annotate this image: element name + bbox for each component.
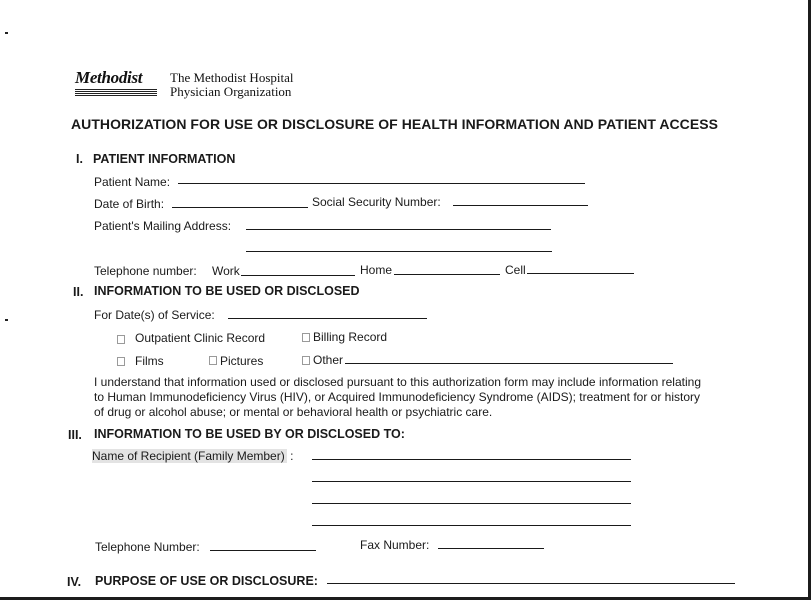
- mailing-address-label: Patient's Mailing Address:: [94, 219, 232, 233]
- logo-wordmark: Methodist: [75, 68, 143, 87]
- cell-phone-field[interactable]: [527, 273, 634, 274]
- work-phone-field[interactable]: [241, 275, 355, 276]
- disclosure-line-1: I understand that information used or disclosed pursuant to this authorization form may include information relating: [94, 375, 701, 389]
- mailing-address-field-2[interactable]: [246, 251, 552, 252]
- organization-name: [170, 71, 294, 99]
- other-field[interactable]: [345, 363, 673, 364]
- home-phone-label: Home: [360, 263, 393, 277]
- section-1-number: I.: [76, 152, 83, 166]
- dob-label: Date of Birth:: [94, 197, 165, 211]
- fax-number-field[interactable]: [438, 548, 544, 549]
- scan-speck: [5, 319, 8, 321]
- billing-record-label: Billing Record: [313, 330, 388, 344]
- cell-phone-label: Cell: [505, 263, 526, 277]
- other-checkbox[interactable]: [302, 356, 310, 365]
- pictures-label: Pictures: [220, 354, 264, 368]
- recipient-label-text: Name of Recipient (Family Member): [92, 449, 285, 463]
- patient-name-label: Patient Name:: [94, 175, 171, 189]
- service-dates-label: For Date(s) of Service:: [94, 308, 215, 322]
- recipient-telephone-label: Telephone Number:: [95, 540, 200, 554]
- outpatient-record-checkbox[interactable]: [117, 335, 125, 344]
- disclosure-line-2: to Human Immunodeficiency Virus (HIV), or Acquired Immunodeficiency Syndrome (AIDS); treatment for or history: [94, 390, 701, 404]
- org-line-2: Physician Organization: [170, 84, 292, 99]
- work-phone-label: Work: [212, 264, 240, 278]
- purpose-field[interactable]: [327, 583, 735, 584]
- service-dates-field[interactable]: [228, 318, 427, 319]
- scan-speck: [5, 32, 8, 34]
- home-phone-field[interactable]: [394, 274, 500, 275]
- disclosure-line-3: of drug or alcohol abuse; or mental or behavioral health or psychiatric care.: [94, 405, 493, 419]
- section-3-number: III.: [68, 428, 82, 442]
- patient-name-field[interactable]: [178, 183, 585, 184]
- pictures-checkbox[interactable]: [209, 356, 217, 365]
- recipient-field-2[interactable]: [312, 481, 631, 482]
- recipient-telephone-field[interactable]: [210, 550, 316, 551]
- section-2-number: II.: [73, 285, 84, 299]
- logo-stripe-bar: [75, 89, 157, 97]
- recipient-field-1[interactable]: [312, 459, 631, 460]
- dob-field[interactable]: [172, 207, 308, 208]
- films-checkbox[interactable]: [117, 357, 125, 366]
- section-3-heading: INFORMATION TO BE USED BY OR DISCLOSED TO:: [94, 427, 405, 441]
- mailing-address-field-1[interactable]: [246, 229, 551, 230]
- telephone-label: Telephone number:: [94, 264, 197, 278]
- films-label: Films: [135, 354, 164, 368]
- recipient-label: [92, 449, 293, 463]
- section-4-number: IV.: [67, 575, 82, 589]
- other-label: Other: [313, 353, 344, 367]
- billing-record-checkbox[interactable]: [302, 333, 310, 342]
- recipient-field-3[interactable]: [312, 503, 631, 504]
- ssn-field[interactable]: [453, 205, 588, 206]
- disclosure-paragraph: [94, 375, 754, 420]
- fax-number-label: Fax Number:: [360, 538, 430, 552]
- recipient-field-4[interactable]: [312, 525, 631, 526]
- recipient-label-colon: :: [290, 449, 294, 463]
- section-2-heading: INFORMATION TO BE USED OR DISCLOSED: [94, 284, 360, 298]
- section-1-heading: PATIENT INFORMATION: [93, 152, 236, 166]
- section-4-heading: PURPOSE OF USE OR DISCLOSURE:: [95, 574, 318, 588]
- form-title: AUTHORIZATION FOR USE OR DISCLOSURE OF HEALTH INFORMATION AND PATIENT ACCESS: [71, 116, 719, 132]
- outpatient-record-label: Outpatient Clinic Record: [135, 331, 266, 345]
- ssn-label: Social Security Number:: [312, 195, 441, 209]
- org-line-1: The Methodist Hospital: [170, 70, 294, 85]
